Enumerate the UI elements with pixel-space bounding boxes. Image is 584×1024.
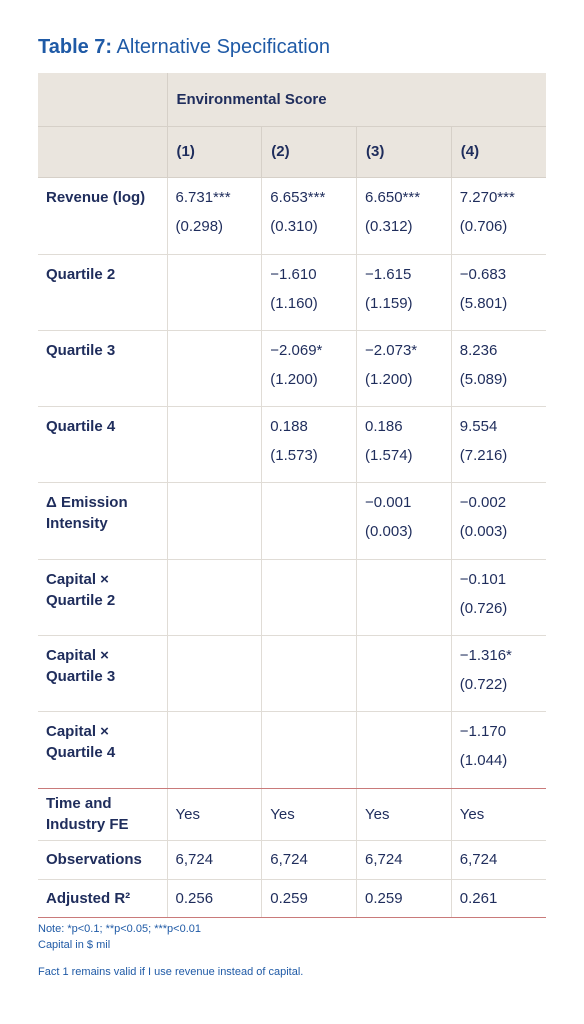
- coefficient: [365, 636, 451, 674]
- coefficient: [270, 483, 356, 521]
- table-cell: [357, 559, 452, 635]
- standard-error: (0.726): [459, 599, 508, 617]
- remark-note: Fact 1 remains valid if I use revenue instead of capital.: [38, 966, 304, 978]
- coefficient: 7.270***: [459, 188, 515, 206]
- coefficient: −0.101: [459, 570, 507, 588]
- standard-error: [176, 521, 262, 523]
- coefficient: 0.186: [365, 418, 403, 436]
- row-label: Capital × Quartile 2: [38, 559, 167, 635]
- row-label: Revenue (log): [38, 177, 167, 254]
- summary-cell: 0.256: [167, 879, 262, 917]
- header-corner: [38, 73, 167, 126]
- coefficient: −1.610: [270, 265, 317, 283]
- standard-error: [365, 750, 451, 752]
- significance-note: Note: *p<0.1; **p<0.05; ***p<0.01: [38, 923, 201, 935]
- summary-row: [38, 879, 546, 917]
- summary-cell: 0.261: [451, 879, 546, 917]
- table-cell: [167, 559, 262, 635]
- table-title-text: Alternative Specification: [116, 36, 330, 58]
- coefficient: [176, 331, 262, 369]
- table-cell: [451, 177, 546, 254]
- table-row: [38, 635, 546, 711]
- summary-row: [38, 840, 546, 879]
- table-cell: [167, 407, 262, 483]
- standard-error: (5.089): [459, 370, 508, 388]
- table-cell: [262, 483, 357, 559]
- table-cell: [451, 559, 546, 635]
- standard-error: (0.003): [459, 523, 508, 541]
- standard-error: [176, 369, 262, 371]
- standard-error: [270, 598, 356, 600]
- standard-error: (7.216): [459, 447, 508, 465]
- standard-error: [176, 750, 262, 752]
- standard-error: [270, 674, 356, 676]
- table-cell: [167, 483, 262, 559]
- table-cell: [451, 407, 546, 483]
- coefficient: [176, 407, 262, 445]
- column-header: (4): [451, 126, 546, 177]
- table-cell: [262, 635, 357, 711]
- coefficient: 6.650***: [365, 188, 421, 206]
- summary-cell: 6,724: [451, 840, 546, 879]
- row-label: Time and Industry FE: [38, 788, 167, 840]
- coefficient: [365, 560, 451, 598]
- table-cell: [262, 177, 357, 254]
- table-cell: [167, 635, 262, 711]
- table-row: [38, 177, 546, 254]
- coefficient: [270, 560, 356, 598]
- summary-cell: Yes: [262, 788, 357, 840]
- column-header: (1): [167, 126, 262, 177]
- table-cell: [262, 254, 357, 330]
- header-row-columns: [38, 126, 546, 177]
- column-header: (2): [262, 126, 357, 177]
- coefficient: 6.731***: [175, 188, 231, 206]
- coefficient: [176, 255, 262, 293]
- table-cell: [357, 330, 452, 406]
- standard-error: [270, 521, 356, 523]
- standard-error: (1.574): [365, 447, 413, 465]
- table-cell: [262, 407, 357, 483]
- coefficient: [176, 636, 262, 674]
- table-cell: [451, 483, 546, 559]
- row-label: Quartile 2: [38, 254, 167, 330]
- table-cell: [357, 635, 452, 711]
- coefficient: 6.653***: [270, 188, 326, 206]
- table-cell: [451, 712, 546, 788]
- standard-error: (0.003): [365, 523, 413, 541]
- table-row: [38, 483, 546, 559]
- standard-error: (0.312): [365, 217, 413, 235]
- table-number: Table 7:: [38, 36, 113, 58]
- header-corner-2: [38, 126, 167, 177]
- table-title: [38, 36, 330, 59]
- summary-row: [38, 788, 546, 840]
- table-row: [38, 559, 546, 635]
- coefficient: 9.554: [459, 418, 498, 436]
- summary-cell: 6,724: [262, 840, 357, 879]
- coefficient: −2.073*: [365, 341, 418, 359]
- standard-error: (0.298): [175, 217, 224, 235]
- table-cell: [357, 254, 452, 330]
- summary-cell: 6,724: [357, 840, 452, 879]
- summary-cell: Yes: [357, 788, 452, 840]
- standard-error: [270, 750, 356, 752]
- column-header: (3): [357, 126, 452, 177]
- table-cell: [167, 177, 262, 254]
- standard-error: (5.801): [459, 294, 508, 312]
- regression-table: [38, 73, 546, 918]
- table-cell: [451, 254, 546, 330]
- table-cell: [451, 330, 546, 406]
- table-cell: [357, 712, 452, 788]
- coefficient: −0.001: [365, 494, 412, 512]
- table-cell: [167, 254, 262, 330]
- standard-error: [176, 293, 262, 295]
- row-label: Capital × Quartile 3: [38, 635, 167, 711]
- standard-error: [365, 674, 451, 676]
- coefficient: 0.188: [270, 418, 308, 436]
- coefficient: −0.683: [459, 265, 507, 283]
- standard-error: [176, 445, 262, 447]
- coefficient: [176, 560, 262, 598]
- coefficient: [270, 636, 356, 674]
- table-cell: [451, 635, 546, 711]
- coefficient: 8.236: [459, 341, 498, 359]
- standard-error: (0.706): [459, 217, 508, 235]
- row-label: Quartile 4: [38, 407, 167, 483]
- standard-error: [176, 674, 262, 676]
- table-row: [38, 407, 546, 483]
- row-label: Quartile 3: [38, 330, 167, 406]
- standard-error: [365, 598, 451, 600]
- row-label: Adjusted R²: [38, 879, 167, 917]
- standard-error: (1.160): [270, 294, 318, 312]
- row-label: Capital × Quartile 4: [38, 712, 167, 788]
- standard-error: (1.573): [270, 447, 318, 465]
- table-row: [38, 254, 546, 330]
- column-group-label: Environmental Score: [167, 73, 546, 126]
- summary-cell: 0.259: [357, 879, 452, 917]
- coefficient: [176, 483, 262, 521]
- coefficient: −1.170: [459, 723, 507, 741]
- table-cell: [262, 712, 357, 788]
- standard-error: (1.200): [270, 370, 318, 388]
- coefficient: [365, 712, 451, 750]
- table-cell: [357, 407, 452, 483]
- coefficient: [176, 712, 262, 750]
- units-note: Capital in $ mil: [38, 939, 111, 951]
- summary-cell: 0.259: [262, 879, 357, 917]
- coefficient: −0.002: [459, 494, 507, 512]
- row-label: Δ Emission Intensity: [38, 483, 167, 559]
- table-cell: [262, 330, 357, 406]
- header-row-group: [38, 73, 546, 126]
- standard-error: (1.044): [459, 752, 508, 770]
- standard-error: (0.310): [270, 217, 318, 235]
- table-cell: [357, 177, 452, 254]
- coefficient: −1.615: [365, 265, 412, 283]
- standard-error: (1.159): [365, 294, 413, 312]
- standard-error: [176, 598, 262, 600]
- table-cell: [262, 559, 357, 635]
- table-row: [38, 712, 546, 788]
- coefficient: −2.069*: [270, 341, 323, 359]
- table-cell: [167, 712, 262, 788]
- coefficient: [270, 712, 356, 750]
- row-label: Observations: [38, 840, 167, 879]
- table-row: [38, 330, 546, 406]
- table-cell: [357, 483, 452, 559]
- summary-cell: Yes: [167, 788, 262, 840]
- standard-error: (1.200): [365, 370, 413, 388]
- summary-cell: Yes: [451, 788, 546, 840]
- table-cell: [167, 330, 262, 406]
- standard-error: (0.722): [459, 675, 508, 693]
- summary-cell: 6,724: [167, 840, 262, 879]
- coefficient: −1.316*: [459, 646, 512, 664]
